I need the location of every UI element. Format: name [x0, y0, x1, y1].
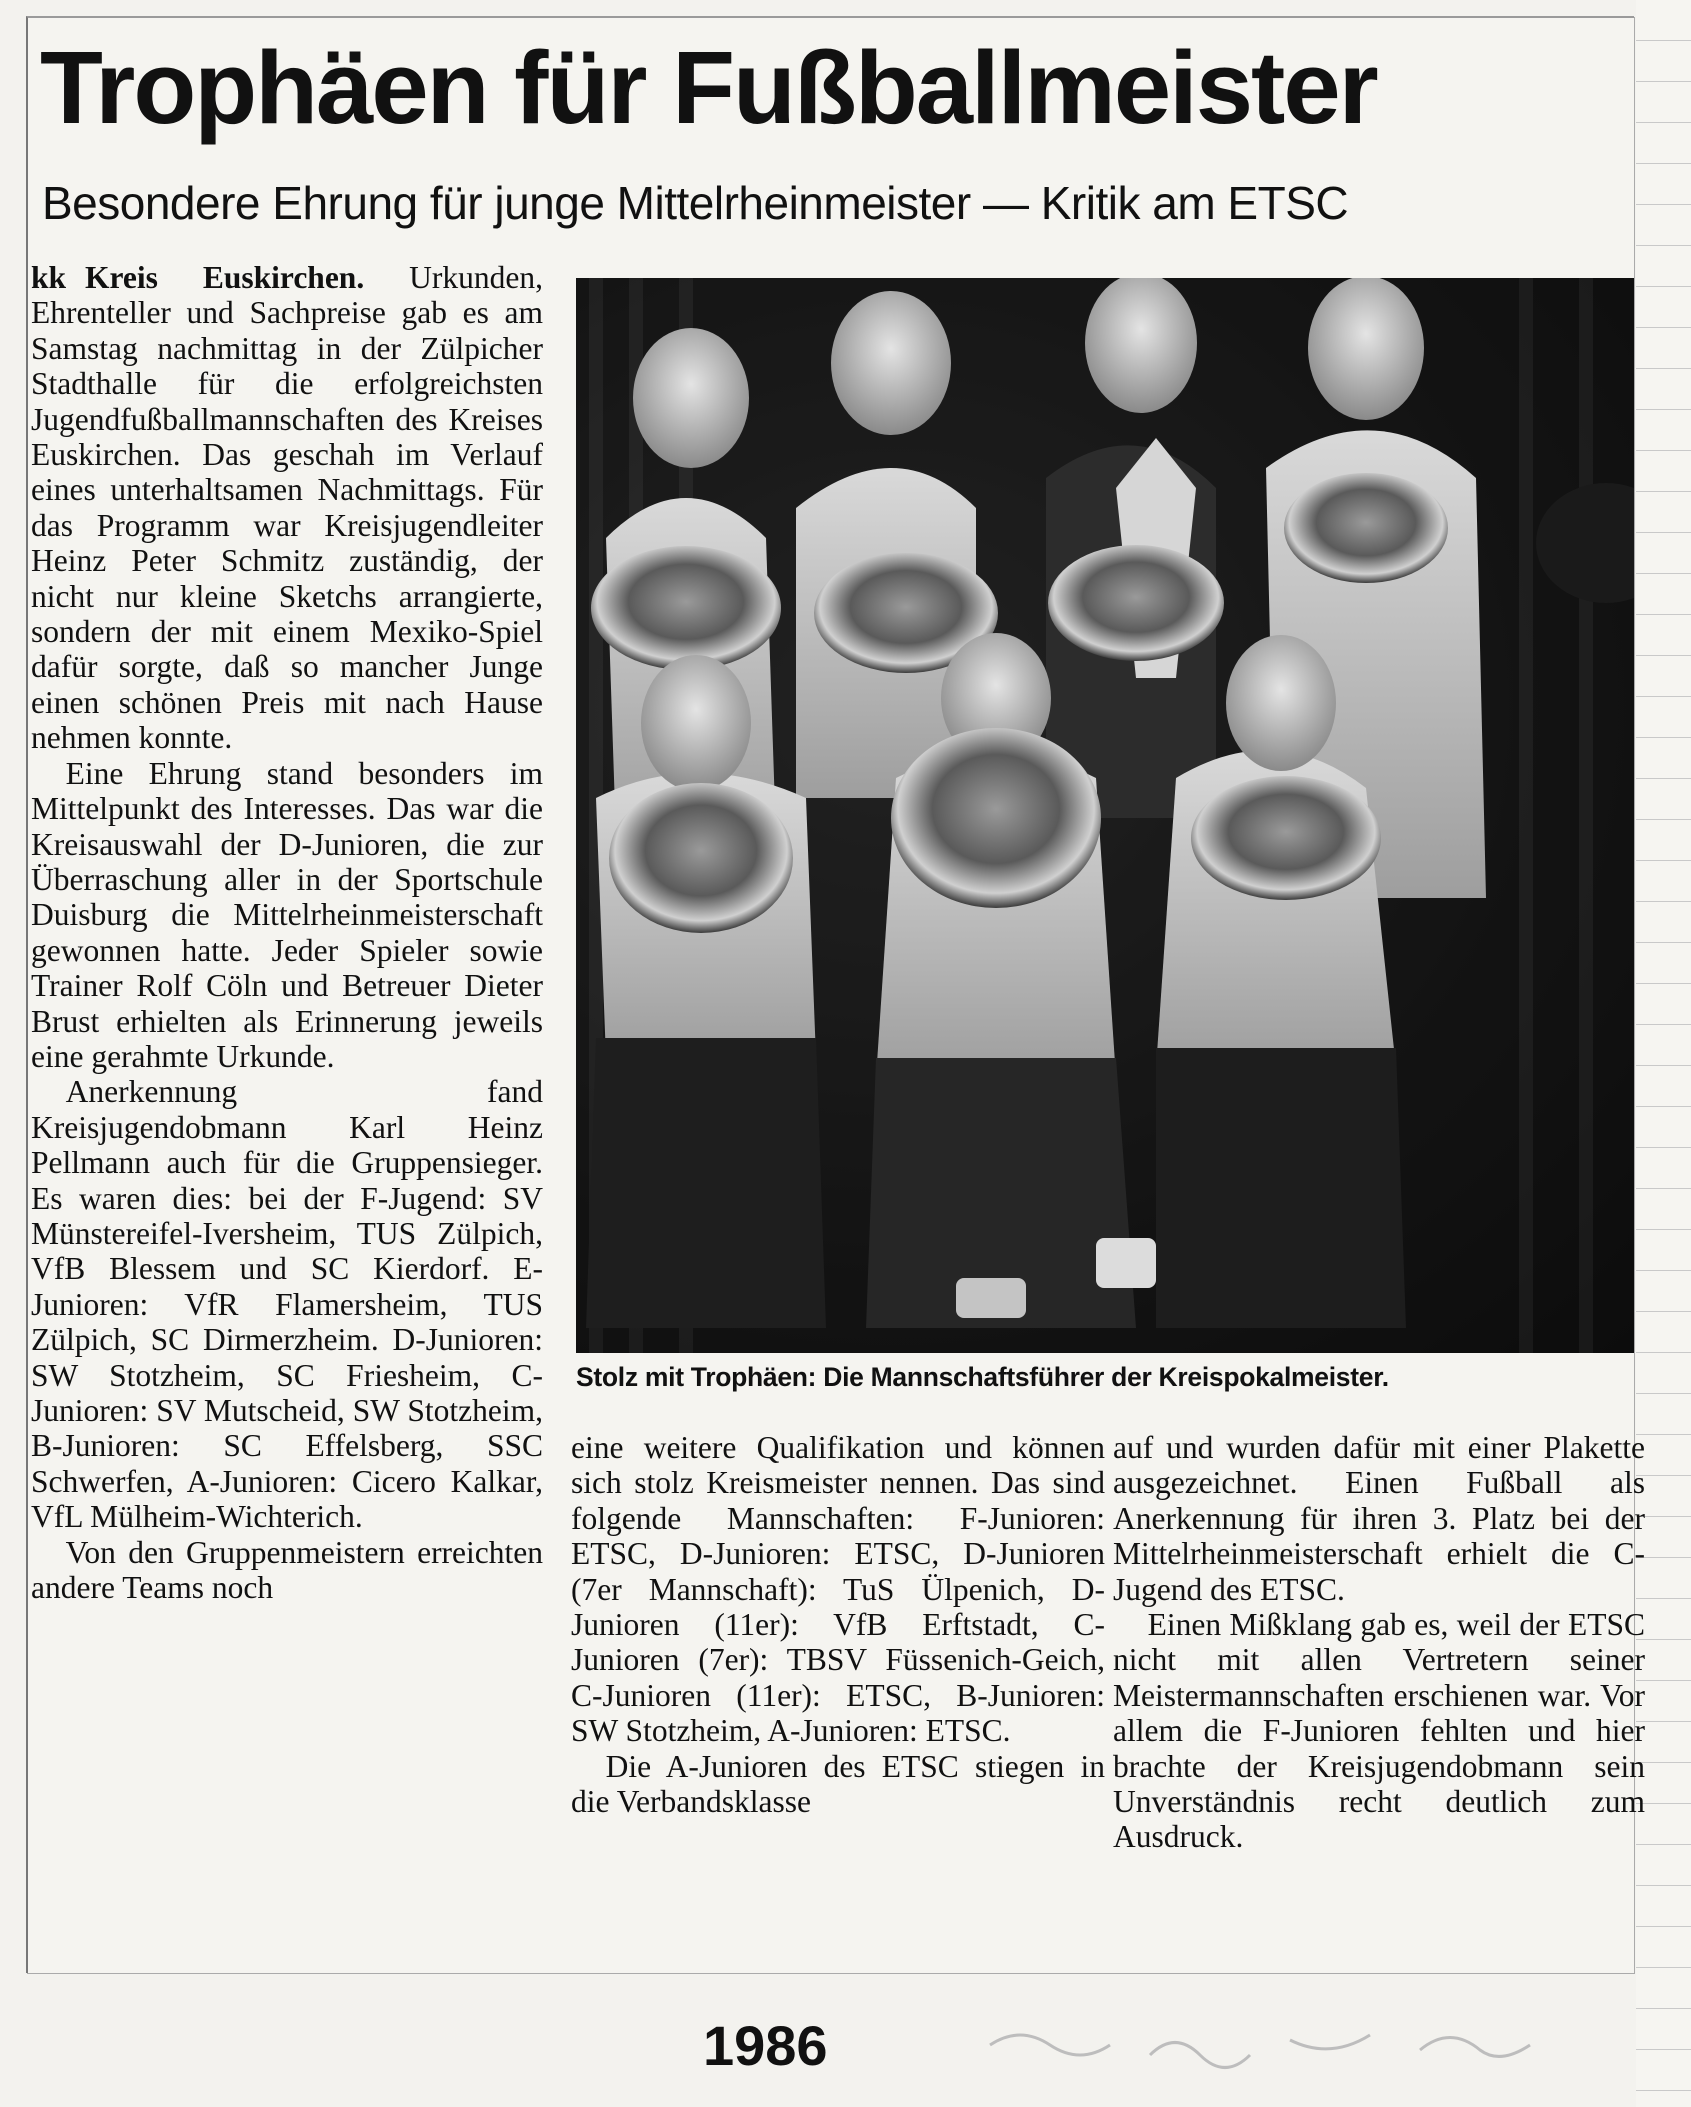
article-column-1 [31, 260, 543, 1605]
paragraph: Die A-Junioren des ETSC stiegen in die Verbandsklasse [571, 1748, 1105, 1820]
byline-lead: kk [31, 260, 67, 295]
photo-illustration [576, 278, 1634, 1353]
paragraph: auf und wurden dafür mit einer Plakette ausgezeichnet. Einen Fußball als Anerkennung für ihren 3. Platz bei der Mittelrheinmeisterschaft erhielt die C-Jugend des ETSC. [1113, 1430, 1645, 1607]
paragraph [31, 260, 543, 756]
article-column-2 [571, 1430, 1105, 1819]
photo-caption: Stolz mit Trophäen: Die Mannschaftsführer der Kreispokalmeister. [576, 1362, 1389, 1392]
paragraph: Einen Mißklang gab es, weil der ETSC nicht mit allen Vertretern seiner Meistermannschaften erschienen war. Vor allem die F-Junioren fehlten und hier brachte der Kreisjugendobmann sein Unverständnis recht deutlich zum Ausdruck. [1113, 1607, 1645, 1855]
handwriting-scribble [950, 1985, 1650, 2105]
year-annotation: 1986 [703, 2014, 828, 2077]
paragraph: eine weitere Qualifikation und können sich stolz Kreismeister nennen. Das sind folgende Mannschaften: F-Junioren: ETSC, D-Junioren: ETSC, D-Junioren (7er Mannschaft): TuS Ülpenich, D-Junioren (11er): VfB Erftstadt, C-Junioren (7er): TBSV Füssenich-Geich, C-Junioren (11er): ETSC, B-Junioren: SW Stotzheim, A-Junioren: ETSC. [571, 1430, 1105, 1749]
paragraph: Von den Gruppenmeistern erreichten andere Teams noch [31, 1534, 543, 1606]
article-column-3 [1113, 1430, 1645, 1855]
subheadline: Besondere Ehrung für junge Mittelrheinmeister — Kritik am ETSC [42, 177, 1349, 229]
headline: Trophäen für Fußballmeister [40, 30, 1377, 145]
paragraph-text: Urkunden, Ehrenteller und Sachpreise gab es am Samstag nachmittag in der Zülpicher Stadthalle für die erfolgreichsten Jugendfußballmannschaften des Kreises Euskirchen. Das geschah im Verlauf eines unterhaltsamen Nachmittags. Für das Programm war Kreisjugendleiter Heinz Peter Schmitz zuständig, der nicht nur kleine Sketchs arrangierte, sondern der mit einem Mexiko-Spiel dafür sorgte, daß so mancher Junge einen schönen Preis mit nach Hause nehmen konnte. [31, 260, 543, 756]
team-photo [576, 278, 1634, 1353]
newspaper-clipping [26, 16, 1645, 1973]
dateline: Kreis Euskirchen. [85, 260, 365, 295]
paragraph: Anerkennung fand Kreisjugendobmann Karl Heinz Pellmann auch für die Gruppensieger. Es waren dies: bei der F-Jugend: SV Münstereifel-Iversheim, TUS Zülpich, VfB Blessem und SC Kierdorf. E-Junioren: VfR Flamersheim, TUS Zülpich, SC Dirmerzheim. D-Junioren: SW Stotzheim, SC Friesheim, C-Junioren: SV Mutscheid, SW Stotzheim, B-Junioren: SC Effelsberg, SSC Schwerfen, A-Junioren: Cicero Kalkar, VfL Mülheim-Wichterich. [31, 1074, 543, 1535]
paragraph: Eine Ehrung stand besonders im Mittelpunkt des Interesses. Das war die Kreisauswahl der D-Junioren, die zur Überraschung aller in der Sportschule Duisburg die Mittelrheinmeisterschaft gewonnen hatte. Jeder Spieler sowie Trainer Rolf Cöln und Betreuer Dieter Brust erhielten als Erinnerung jeweils eine gerahmte Urkunde. [31, 755, 543, 1074]
